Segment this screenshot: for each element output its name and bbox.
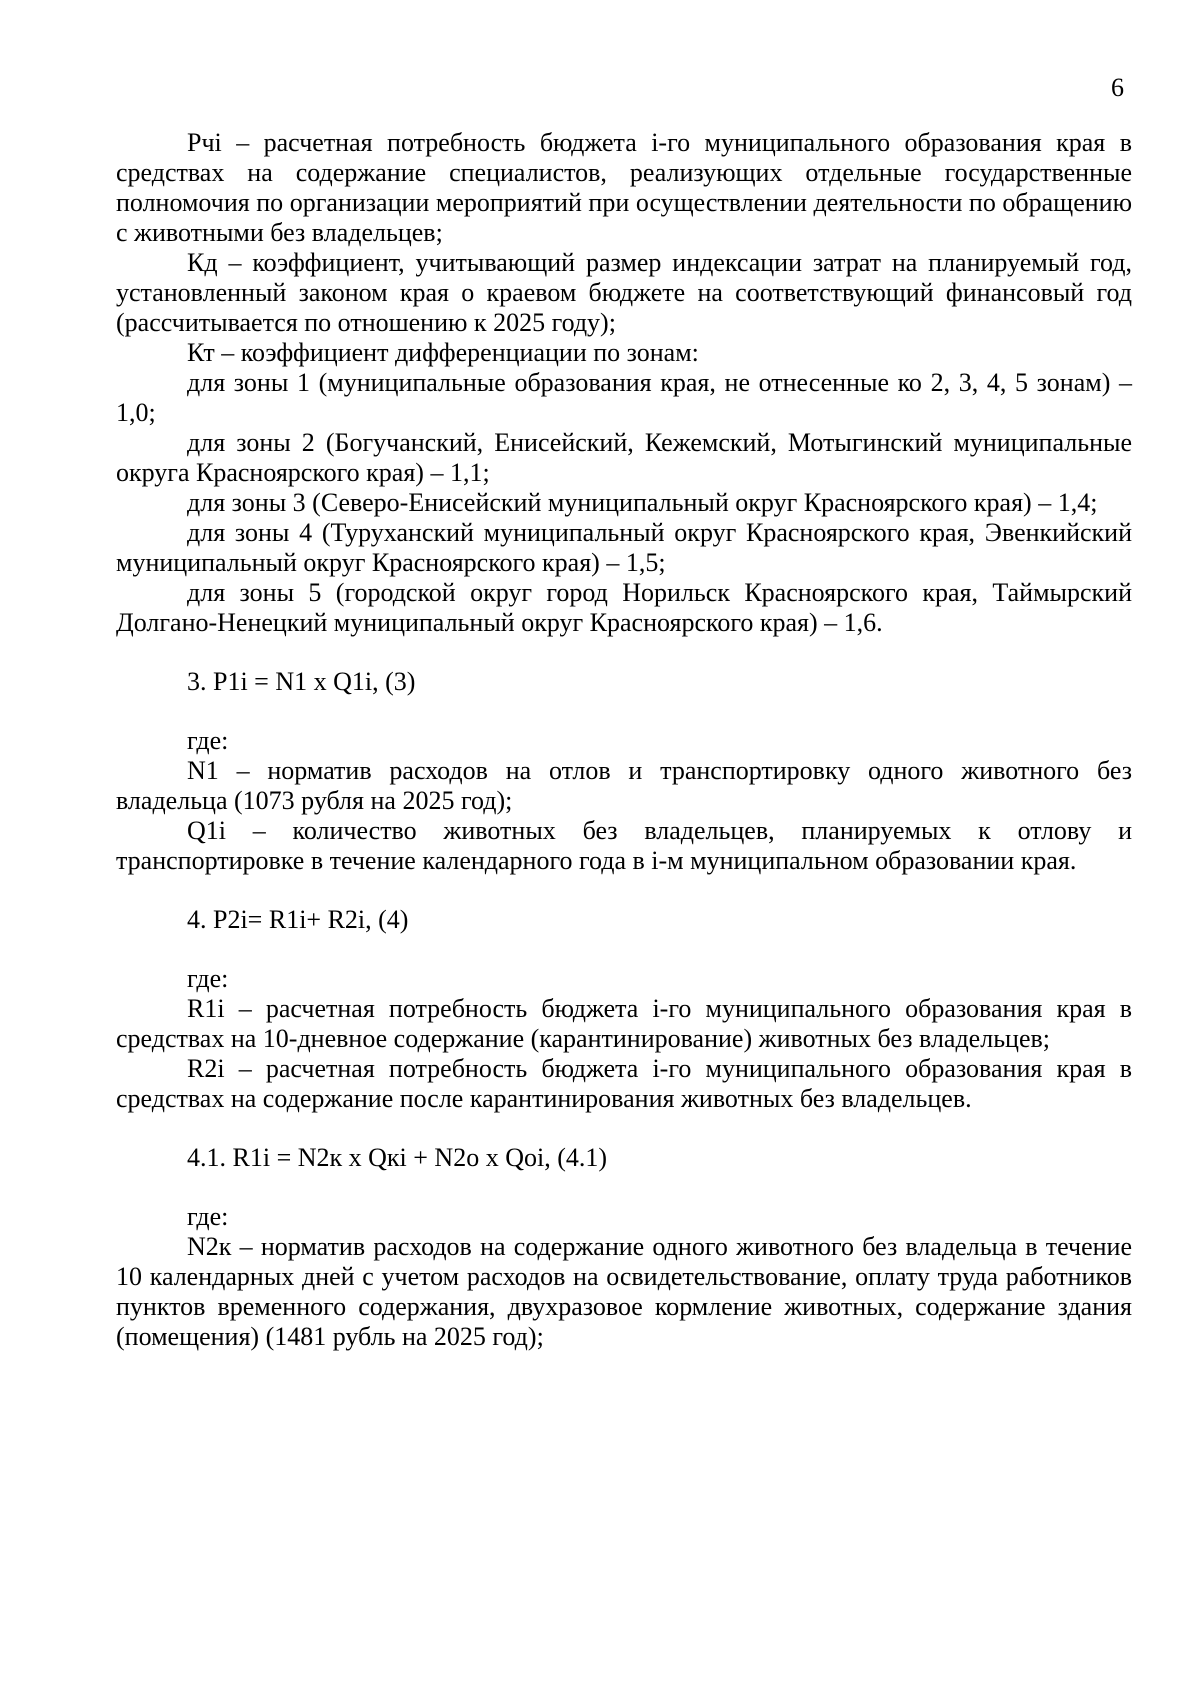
text-paragraph: Кд – коэффициент, учитывающий размер индексации затрат на планируемый год, установленный законом края о краевом бюджете на соответствующий финансовый год (рассчитывается по отношению к 2025 году); xyxy=(116,248,1132,337)
text-paragraph: для зоны 3 (Северо-Енисейский муниципальный округ Красноярского края) – 1,4; xyxy=(187,488,1098,517)
formula-paragraph: 3. P1i = N1 x Q1i, (3) xyxy=(187,667,416,696)
text-paragraph: N1 – норматив расходов на отлов и транспортировку одного животного без владельца (1073 рубля на 2025 год); xyxy=(116,756,1132,815)
text-paragraph: для зоны 2 (Богучанский, Енисейский, Кежемский, Мотыгинский муниципальные округа Красноярского края) – 1,1; xyxy=(116,428,1132,487)
text-paragraph: Q1i – количество животных без владельцев, планируемых к отлову и транспортировке в течение календарного года в i-м муниципальном образовании края. xyxy=(116,816,1132,875)
text-paragraph: N2к – норматив расходов на содержание одного животного без владельца в течение 10 календарных дней с учетом расходов на освидетельствование, оплату труда работников пунктов временного содержания, двухразовое кормление животных, содержание здания (помещения) (1481 рубль на 2025 год); xyxy=(116,1232,1132,1351)
formula-paragraph: 4. P2i= R1i+ R2i, (4) xyxy=(187,905,409,934)
text-paragraph: где: xyxy=(187,964,229,993)
text-paragraph: для зоны 4 (Туруханский муниципальный округ Красноярского края, Эвенкийский муниципальный округ Красноярского края) – 1,5; xyxy=(116,518,1132,577)
text-paragraph: Кт – коэффициент дифференциации по зонам: xyxy=(187,338,699,367)
document-body xyxy=(116,128,1132,1352)
text-paragraph: Рчi – расчетная потребность бюджета i-го муниципального образования края в средствах на содержание специалистов, реализующих отдельные государственные полномочия по организации мероприятий при осуществлении деятельности по обращению с животными без владельцев; xyxy=(116,128,1132,247)
text-paragraph: R2i – расчетная потребность бюджета i-го муниципального образования края в средствах на содержание после карантинирования животных без владельцев. xyxy=(116,1054,1132,1113)
page-number: 6 xyxy=(1111,73,1124,102)
text-paragraph: R1i – расчетная потребность бюджета i-го муниципального образования края в средствах на 10-дневное содержание (карантинирование) животных без владельцев; xyxy=(116,994,1132,1053)
text-paragraph: где: xyxy=(187,726,229,755)
text-paragraph: для зоны 1 (муниципальные образования края, не отнесенные ко 2, 3, 4, 5 зонам) – 1,0; xyxy=(116,368,1132,427)
formula-paragraph: 4.1. R1i = N2к x Qкi + N2о x Qоi, (4.1) xyxy=(187,1143,608,1172)
text-paragraph: для зоны 5 (городской округ город Норильск Красноярского края, Таймырский Долгано-Ненецкий муниципальный округ Красноярского края) – 1,6. xyxy=(116,578,1132,637)
text-paragraph: где: xyxy=(187,1202,229,1231)
